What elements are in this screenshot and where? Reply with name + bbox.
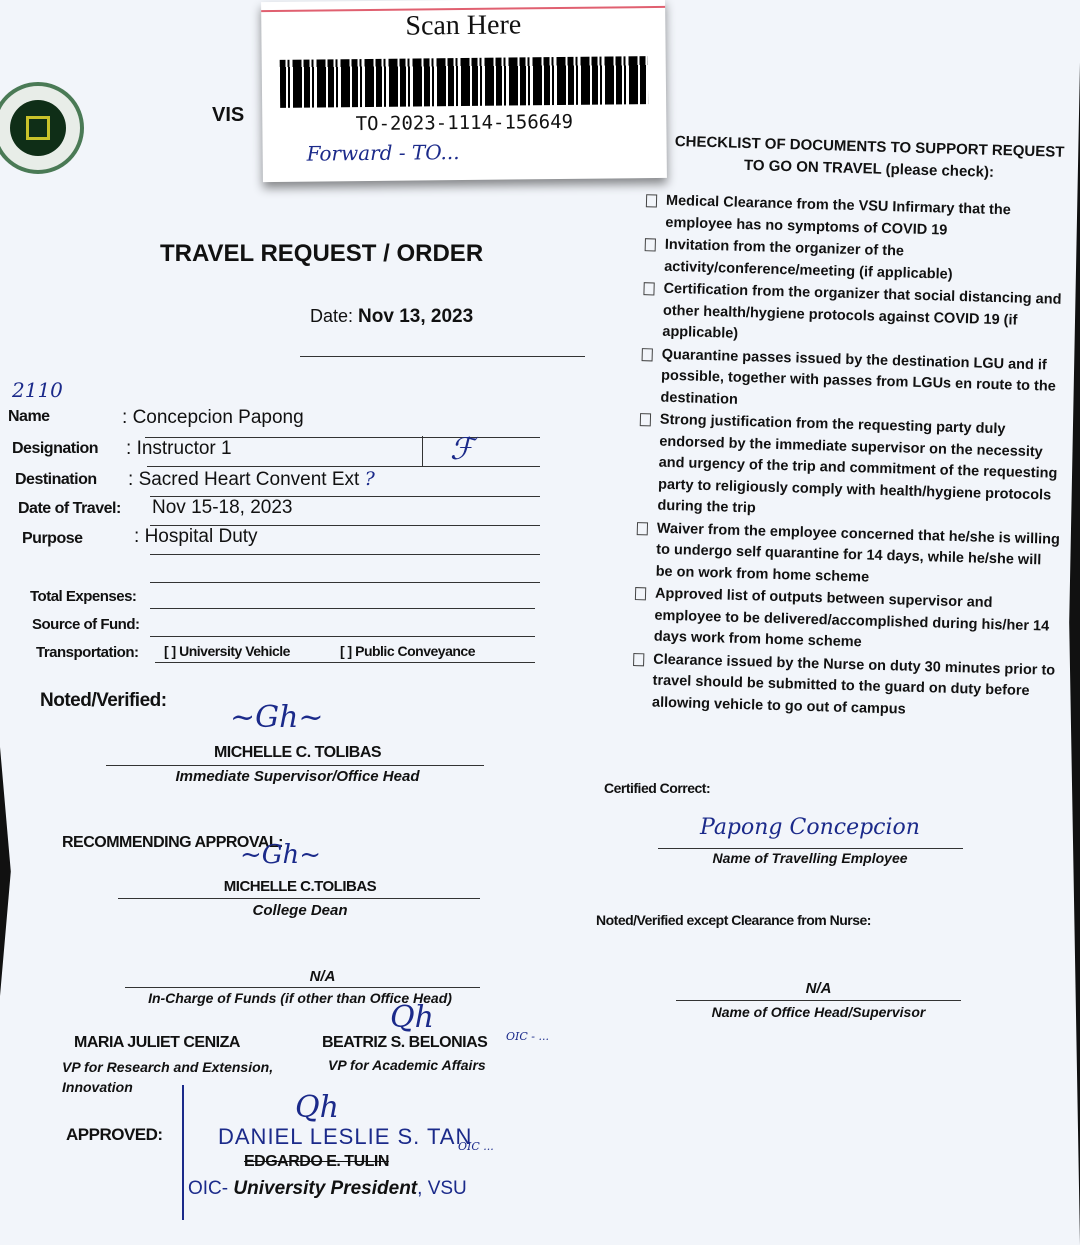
handwritten-note: Forward - TO...: [306, 140, 460, 166]
recommending-heading: RECOMMENDING APPROVAL:: [62, 834, 283, 851]
dean-signature: ~Gh~: [240, 840, 322, 870]
checklist-item: [629, 409, 1066, 529]
checklist-item: [634, 278, 1070, 355]
vp-academic-note: OIC - ...: [506, 1030, 549, 1043]
nurse-role: Name of Office Head/Supervisor: [711, 1004, 926, 1020]
date-value: Nov 13, 2023: [358, 306, 474, 327]
checkbox[interactable]: [637, 522, 648, 535]
checklist-item-text: Certification from the organizer that social distancing and other health/hygiene protocols against COVID 19 (if applicable): [662, 280, 1062, 342]
handwritten-number: 2110: [12, 378, 63, 402]
funds-value: N/A: [309, 968, 336, 985]
university-vehicle-option[interactable]: [ ] University Vehicle: [164, 643, 290, 659]
page-title: TRAVEL REQUEST / ORDER: [160, 240, 484, 267]
initial-signature: ℱ: [450, 432, 474, 467]
barcode-tag: [261, 0, 667, 182]
employee-signature: Papong Concepcion: [700, 815, 920, 840]
barcode[interactable]: [280, 56, 648, 108]
checkbox[interactable]: [645, 238, 656, 251]
checklist-item-text: Medical Clearance from the VSU Infirmary that the employee has no symptoms of COVID 19: [665, 192, 1011, 239]
checklist-item-text: Strong justification from the requesting party duly endorsed by the immediate supervisor on the necessity and urgency of the trip and commitment of the requesting party to religiously comply with health/hygiene protocols during the trip: [657, 411, 1058, 517]
checkbox[interactable]: [646, 194, 657, 207]
checkbox[interactable]: [635, 587, 646, 600]
supervisor-name: MICHELLE C. TOLIBAS: [213, 744, 382, 761]
nurse-heading: Noted/Verified except Clearance from Nurse:: [596, 912, 871, 928]
supervisor-signature: ~Gh~: [230, 700, 324, 735]
checkbox[interactable]: [643, 282, 654, 295]
checkbox[interactable]: [640, 413, 651, 426]
checklist-item-text: Waiver from the employee concerned that he/she is willing to undergo self quarantine for 14 days, while he/she will be on work from home scheme: [655, 520, 1061, 586]
destination-mark: ?: [364, 468, 375, 490]
checklist-item: [626, 583, 1062, 660]
dean-name: MICHELLE C.TOLIBAS: [223, 878, 377, 895]
checklist-item-text: Invitation from the organizer of the activity/conference/meeting (if applicable): [663, 236, 953, 283]
travel-date-label: Date of Travel: [18, 500, 116, 517]
vp-academic-signature: Qh: [390, 1000, 434, 1035]
dean-role: College Dean: [252, 902, 348, 919]
transportation-label: Transportation:: [36, 644, 139, 661]
vp-research-name: MARIA JULIET CENIZA: [74, 1034, 240, 1051]
destination-value: Sacred Heart Convent Ext: [138, 469, 360, 490]
vp-academic-role: VP for Academic Affairs: [328, 1057, 486, 1073]
president-struck-name: EDGARDO E. TULIN: [244, 1153, 389, 1170]
tracking-code: TO-2023-1114-156649: [355, 110, 574, 136]
checklist-item-text: Clearance issued by the Nurse on duty 30 minutes prior to travel should be submitted to the guard on duty before allowing vehicle to go out of campus: [651, 651, 1056, 718]
supervisor-role: Immediate Supervisor/Office Head: [175, 768, 420, 785]
designation-label: Designation: [12, 440, 99, 457]
destination-label: Destination: [15, 471, 97, 488]
president-role-row: [188, 1178, 467, 1200]
vp-research-role: VP for Research and Extension, Innovation: [62, 1059, 274, 1095]
header-partial-text: VIS: [212, 104, 245, 126]
date-label: Date:: [310, 306, 354, 326]
purpose-label: Purpose: [22, 530, 83, 547]
name-value: Concepcion Papong: [132, 407, 304, 428]
noted-heading: Noted/Verified:: [40, 690, 167, 711]
employee-role: Name of Travelling Employee: [712, 850, 908, 866]
public-conveyance-option[interactable]: [ ] Public Conveyance: [340, 643, 475, 659]
date-row: [310, 306, 473, 328]
checklist-item: [632, 343, 1068, 420]
funds-role: In-Charge of Funds (if other than Office Head): [148, 990, 452, 1006]
checklist-item-text: Approved list of outputs between supervisor and employee to be delivered/accomplished during his/her 14 days work from home scheme: [653, 585, 1050, 651]
name-label: Name: [8, 408, 50, 425]
checklist-item: [624, 648, 1060, 725]
checkbox[interactable]: [633, 653, 644, 666]
president-role: University President: [233, 1178, 418, 1199]
oic-prefix: OIC-: [188, 1178, 229, 1199]
checklist-section: [624, 130, 1080, 726]
nurse-value: N/A: [805, 980, 832, 997]
source-of-fund-label: Source of Fund:: [32, 616, 140, 633]
approved-heading: APPROVED:: [66, 1125, 163, 1144]
checklist-title: CHECKLIST OF DOCUMENTS TO SUPPORT REQUEST TO GO ON TRAVEL (please check):: [674, 132, 1065, 181]
certified-heading: Certified Correct:: [604, 780, 711, 796]
checklist-item-text: Quarantine passes issued by the destination LGU and if possible, together with passes from LGUs en route to the destination: [660, 346, 1056, 408]
vsu-suffix: , VSU: [417, 1178, 467, 1199]
checkbox[interactable]: [642, 348, 653, 361]
president-note: OIC ...: [458, 1140, 494, 1153]
total-expenses-label: Total Expenses:: [30, 588, 137, 605]
designation-value: Instructor 1: [136, 438, 232, 459]
scan-label: Scan Here: [405, 9, 522, 42]
vp-academic-name: BEATRIZ S. BELONIAS: [322, 1034, 488, 1051]
checklist: [624, 190, 1078, 725]
purpose-value: Hospital Duty: [144, 526, 258, 547]
travel-date-value: Nov 15-18, 2023: [152, 497, 293, 518]
president-handwritten-name: DANIEL LESLIE S. TAN: [218, 1124, 473, 1149]
checklist-item: [627, 517, 1063, 594]
president-signature: Qh: [295, 1090, 339, 1125]
